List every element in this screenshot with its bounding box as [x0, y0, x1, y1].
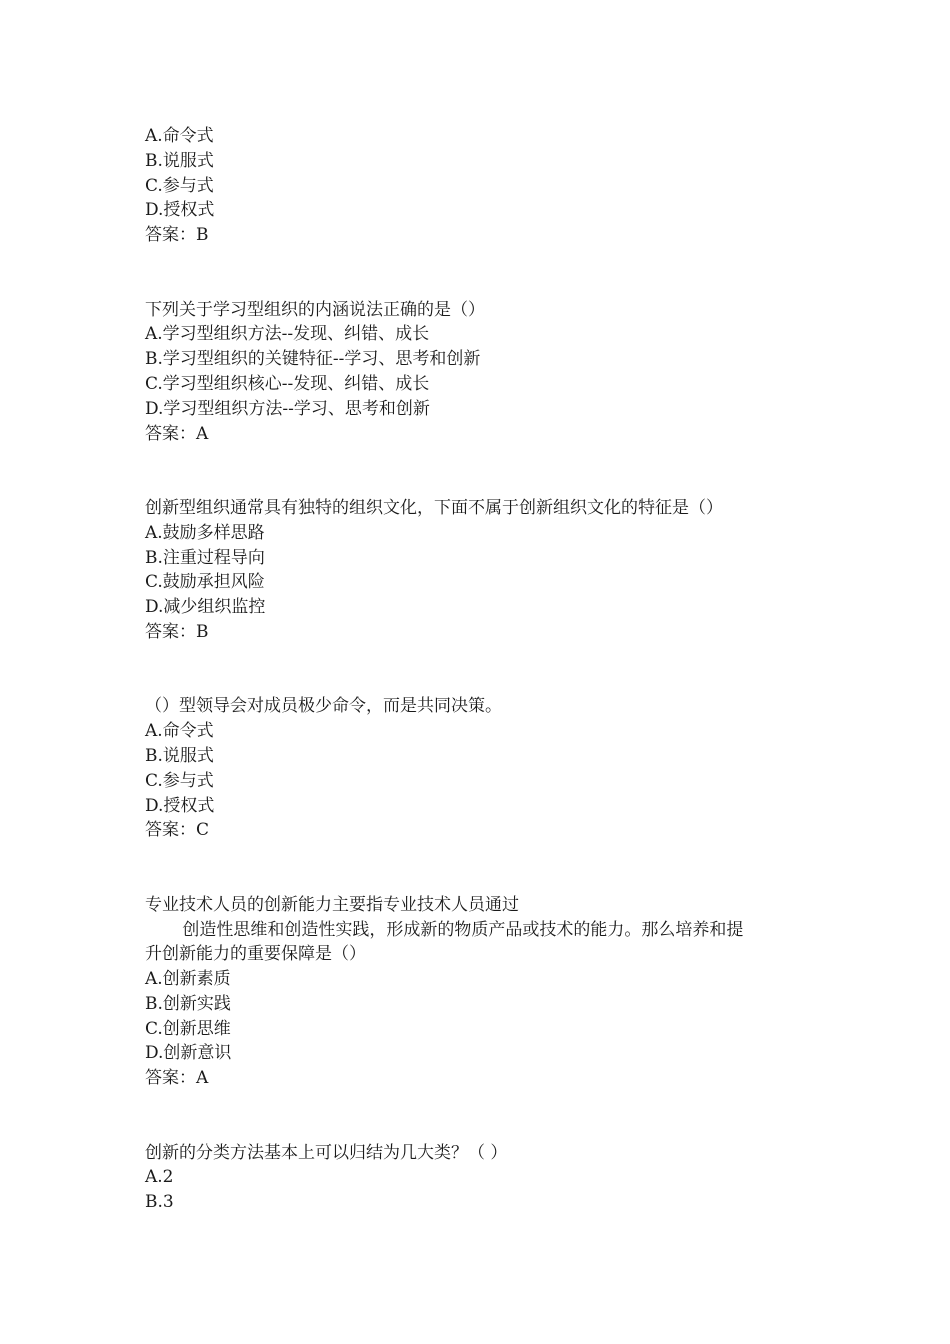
option-a: A.2	[145, 1167, 174, 1188]
question-stem-line-1: 专业技术人员的创新能力主要指专业技术人员通过	[145, 894, 519, 915]
answer-line: 答案：B	[145, 621, 209, 642]
option-b: B.注重过程导向	[145, 547, 265, 568]
question-stem: 创新型组织通常具有独特的组织文化，下面不属于创新组织文化的特征是（）	[145, 497, 723, 518]
option-d: D.学习型组织方法--学习、思考和创新	[145, 398, 430, 419]
answer-line: 答案：B	[145, 225, 209, 246]
answer-line: 答案：A	[145, 1068, 209, 1089]
question-block-5	[145, 893, 825, 1091]
question-stem-line-3: 升创新能力的重要保障是（）	[145, 944, 366, 965]
question-stem: 创新的分类方法基本上可以归结为几大类？（ ）	[145, 1142, 508, 1163]
option-c: C.参与式	[145, 770, 214, 791]
option-a: A.命令式	[145, 126, 214, 146]
option-d: D.授权式	[145, 200, 215, 221]
option-c: C.鼓励承担风险	[145, 572, 265, 593]
option-b: B.3	[145, 1192, 174, 1213]
answer-line: 答案：C	[145, 820, 210, 841]
option-a: A.鼓励多样思路	[145, 522, 265, 543]
option-a: A.命令式	[145, 721, 214, 742]
option-a: A.学习型组织方法--发现、纠错、成长	[145, 324, 430, 345]
option-b: B.说服式	[145, 150, 214, 171]
option-d: D.减少组织监控	[145, 597, 266, 618]
question-stem: （）型领导会对成员极少命令，而是共同决策。	[145, 696, 502, 717]
option-d: D.创新意识	[145, 1043, 232, 1064]
question-block-1	[145, 124, 825, 248]
option-b: B.说服式	[145, 745, 214, 766]
option-b: B.学习型组织的关键特征--学习、思考和创新	[145, 349, 481, 370]
option-c: C.参与式	[145, 175, 214, 196]
question-block-4	[145, 694, 825, 843]
option-a: A.创新素质	[145, 969, 231, 990]
option-b: B.创新实践	[145, 993, 231, 1014]
option-d: D.授权式	[145, 795, 215, 816]
question-stem-line-2: 创造性思维和创造性实践，形成新的物质产品或技术的能力。那么培养和提	[182, 919, 744, 940]
question-block-2	[145, 298, 825, 447]
answer-line: 答案：A	[145, 423, 209, 444]
document-page	[145, 124, 825, 1215]
question-stem: 下列关于学习型组织的内涵说法正确的是（）	[145, 299, 485, 320]
question-block-6	[145, 1141, 825, 1215]
option-c: C.学习型组织核心--发现、纠错、成长	[145, 373, 430, 394]
question-block-3	[145, 496, 825, 645]
option-c: C.创新思维	[145, 1018, 231, 1039]
